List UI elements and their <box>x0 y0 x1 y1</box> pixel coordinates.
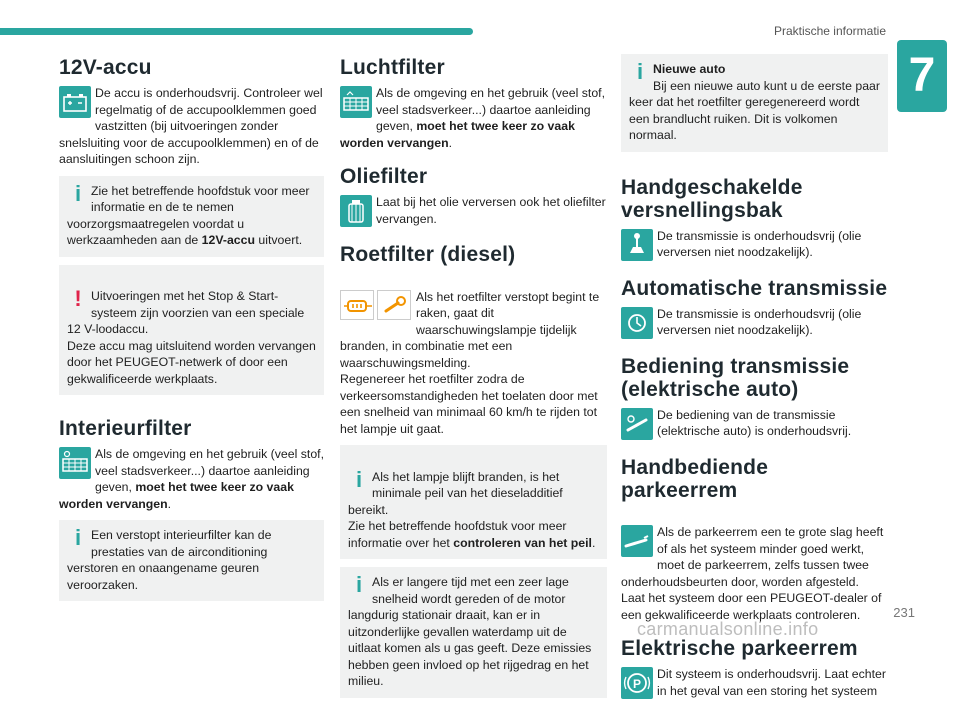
handbrake-icon <box>621 525 653 557</box>
column-1 <box>59 40 324 607</box>
handbrake-paragraph: Als de parkeerrem een te grote slag heeft of als het systeem minder goed werkt, moet de parkeerrem, zelfs tussen twee onderhoudsbeurten door, worden afgesteld. Laat het systeem door een PEUGEOT-dealer of een gekwalificeerde werkplaats controleren. <box>621 525 884 622</box>
heading-handbrake: Handbediende parkeerrem <box>621 455 769 502</box>
heading-oil-filter: Oliefilter <box>340 165 428 188</box>
particle-filter-paragraph: Als het roetfilter verstopt begint te raken, gaat dit waarschuwingslampje tijdelijk branden, in combinatie met een waarschuwingsmelding. Regenereer het roetfilter zodra de verkeersomstandigheden het toelaten door met een snelheid van minimaal 60 km/h te rijden tot het lampje uit gaat. <box>340 289 600 436</box>
info-note-water-vapour: i Als er langere tijd met een zeer lage snelheid wordt gereden of de motor langdurig stationair draait, kan er in uitzonderlijke gevallen waterdamp uit de uitlaat komen als u gas geeft. Deze emissies hebben geen invloed op het rijgedrag en het milieu. <box>340 567 607 698</box>
section-title: Praktische informatie <box>773 24 886 38</box>
service-wrench-icon <box>377 290 411 320</box>
manual-gearbox-icon <box>621 229 653 261</box>
page-number: 231 <box>893 605 915 620</box>
watermark: carmanualsonline.info <box>637 619 819 639</box>
cabin-filter-icon <box>59 447 91 479</box>
cabin-filter-paragraph: Als de omgeving en het gebruik (veel stof, veel stadsverkeer...) daartoe aanleiding geven, moet het twee keer zo vaak worden vervangen. <box>59 447 324 511</box>
warning-note-stop-start: ! Uitvoeringen met het Stop & Start-systeem zijn voorzien van een speciale 12 V-loodaccu. Deze accu mag uitsluitend worden vervangen door het PEUGEOT-netwerk of door een gekwalificeerde werkplaats. <box>59 265 324 396</box>
info-icon: i <box>355 572 363 597</box>
automatic-transmission-paragraph: De transmissie is onderhoudsvrij (olie verversen niet noodzakelijk). <box>621 306 888 341</box>
info-note-battery: i Zie het betreffende hoofdstuk voor meer informatie en de te nemen voorzorgsmaatregelen voordat u werkzaamheden aan de 12V-accu uitvoert. <box>59 176 324 257</box>
transmission-control-paragraph: De bediening van de transmissie (elektrische auto) is onderhoudsvrij. <box>621 407 888 442</box>
info-note-cabin-filter: i Een verstopt interieurfilter kan de prestaties van de airconditioning verstoren en onaangename geuren veroorzaken. <box>59 520 324 601</box>
heading-air-filter: Luchtfilter <box>340 56 445 79</box>
info-icon: i <box>74 180 82 206</box>
epb-paragraph: P Dit systeem is onderhoudsvrij. Laat echter in het geval van een storing het systeem <box>621 666 888 701</box>
heading-electric-parking-brake: Elektrische parkeerrem <box>621 637 858 660</box>
air-filter-paragraph: Als de omgeving en het gebruik (veel stof, veel stadsverkeer...) daartoe aanleiding geven, moet het twee keer zo vaak worden vervangen. <box>340 86 605 150</box>
new-car-title: Nieuwe auto <box>653 62 726 76</box>
info-icon: i <box>355 466 363 492</box>
dpf-icons <box>340 290 412 322</box>
heading-cabin-filter: Interieurfilter <box>59 417 192 440</box>
particle-filter-warning-icon <box>340 290 374 320</box>
chapter-number-tab: 7 <box>897 40 947 112</box>
automatic-gearbox-icon <box>621 307 653 339</box>
heading-12v-battery: 12V-accu <box>59 56 152 79</box>
oil-filter-paragraph: Laat bij het olie verversen ook het oliefilter vervangen. <box>340 194 607 229</box>
warning-icon: ! <box>74 286 82 311</box>
info-note-new-car: i Nieuwe auto Bij een nieuwe auto kunt u de eerste paar keer dat het roetfilter geregenereerd wordt een brandlucht ruiken. Dit is volkomen normaal. <box>621 54 888 152</box>
info-note-additive: i Als het lampje blijft branden, is het minimale peil van het dieseladditief bereikt. Zie het betreffende hoofdstuk voor meer informatie over het controleren van het peil. <box>340 445 607 559</box>
info-icon: i <box>74 525 82 550</box>
heading-manual-gearbox: Handgeschakelde versnellingsbak <box>621 175 803 222</box>
air-filter-icon <box>340 86 372 118</box>
battery-paragraph: De accu is onderhoudsvrij. Controleer wel regelmatig of de accupoolklemmen goed vastzitten (bij uitvoeringen zonder snelsluiting voor de accupoolklemmen) en of de aansluitingen schoon zijn. <box>59 86 323 166</box>
column-3 <box>621 40 888 701</box>
info-icon: i <box>636 59 644 84</box>
transmission-control-icon <box>621 408 653 440</box>
electric-parking-brake-icon <box>621 667 653 699</box>
column-2 <box>340 40 607 704</box>
manual-gearbox-paragraph: De transmissie is onderhoudsvrij (olie verversen niet noodzakelijk). <box>621 228 888 263</box>
heading-particle-filter: Roetfilter (diesel) <box>340 243 516 266</box>
battery-icon <box>59 86 91 118</box>
svg-text:P: P <box>632 677 642 691</box>
heading-automatic-transmission: Automatische transmissie <box>621 276 888 300</box>
oil-filter-icon <box>340 195 372 227</box>
header-accent-bar <box>0 28 473 35</box>
heading-transmission-control: Bediening transmissie (elektrische auto) <box>621 354 850 401</box>
